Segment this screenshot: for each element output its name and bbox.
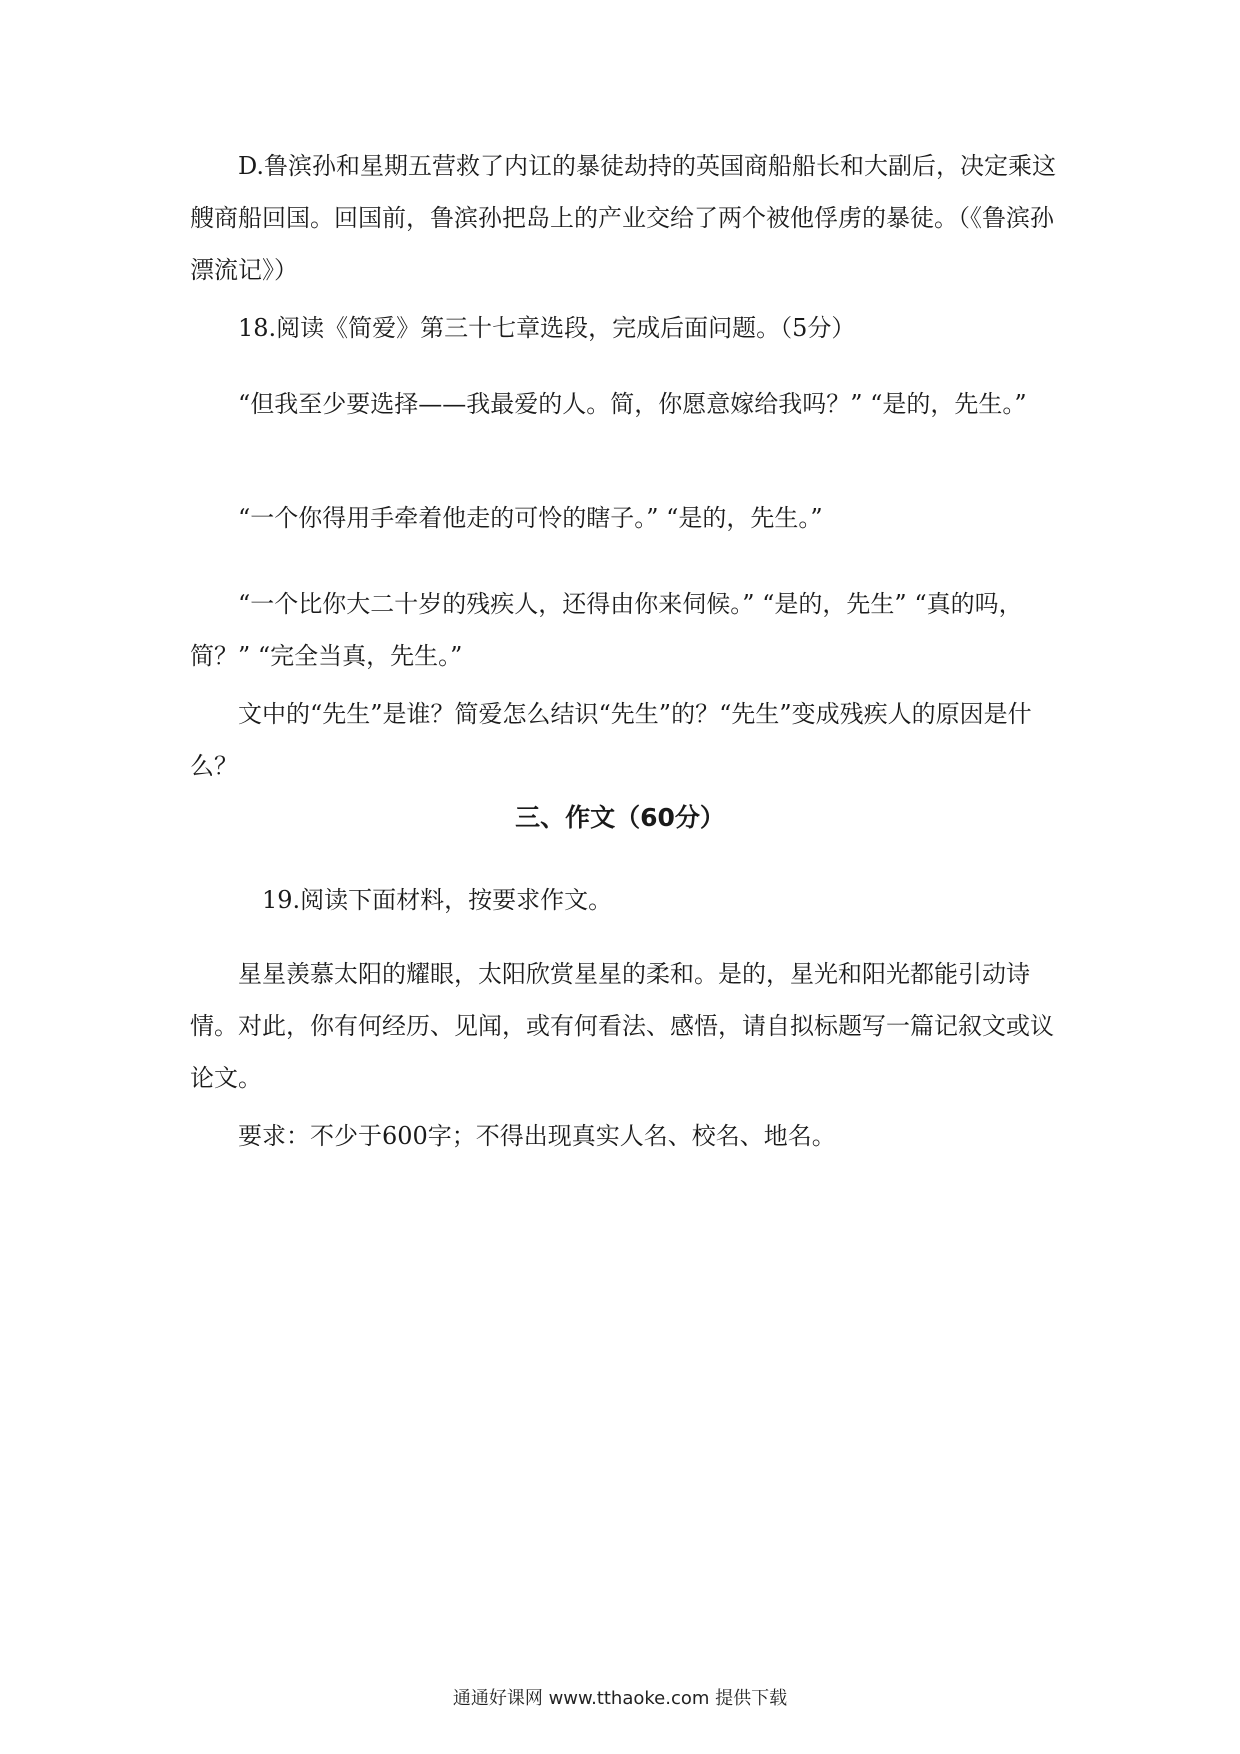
- question-19-prompt: 19.阅读下面材料，按要求作文。: [262, 886, 613, 914]
- page-footer: 通通好课网 www.tthaoke.com 提供下载: [452, 1688, 788, 1709]
- question-18-prompt: 18.阅读《简爱》第三十七章选段，完成后面问题。（5分）: [238, 314, 856, 342]
- question-19-material: 星星羡慕太阳的耀眼，太阳欣赏星星的柔和。是的，星光和阳光都能引动诗情。对此，你有何经历、见闻，或有何看法、感悟，请自拟标题写一篇记叙文或议论文。: [190, 960, 1054, 1092]
- question-17-option-d: D.鲁滨孙和星期五营救了内讧的暴徒劫持的英国商船船长和大副后，决定乘这艘商船回国。回国前，鲁滨孙把岛上的产业交给了两个被他俘虏的暴徒。（《鲁滨孙漂流记》）: [190, 152, 1057, 284]
- section-3-title: 三、作文（60分）: [515, 803, 725, 832]
- question-18-excerpt-1: “但我至少要选择——我最爱的人。简，你愿意嫁给我吗？” “是的，先生。”: [238, 390, 1027, 418]
- question-18-excerpt-3: “一个比你大二十岁的残疾人，还得由你来伺候。” “是的，先生” “真的吗，简？” “完全当真，先生。”: [190, 590, 1023, 670]
- question-19-requirement: 要求：不少于600字；不得出现真实人名、校名、地名。: [238, 1122, 836, 1150]
- question-18-excerpt-2: “一个你得用手牵着他走的可怜的瞎子。” “是的，先生。”: [238, 504, 823, 532]
- question-18-question: 文中的“先生”是谁？简爱怎么结识“先生”的？“先生”变成残疾人的原因是什么？: [190, 700, 1032, 780]
